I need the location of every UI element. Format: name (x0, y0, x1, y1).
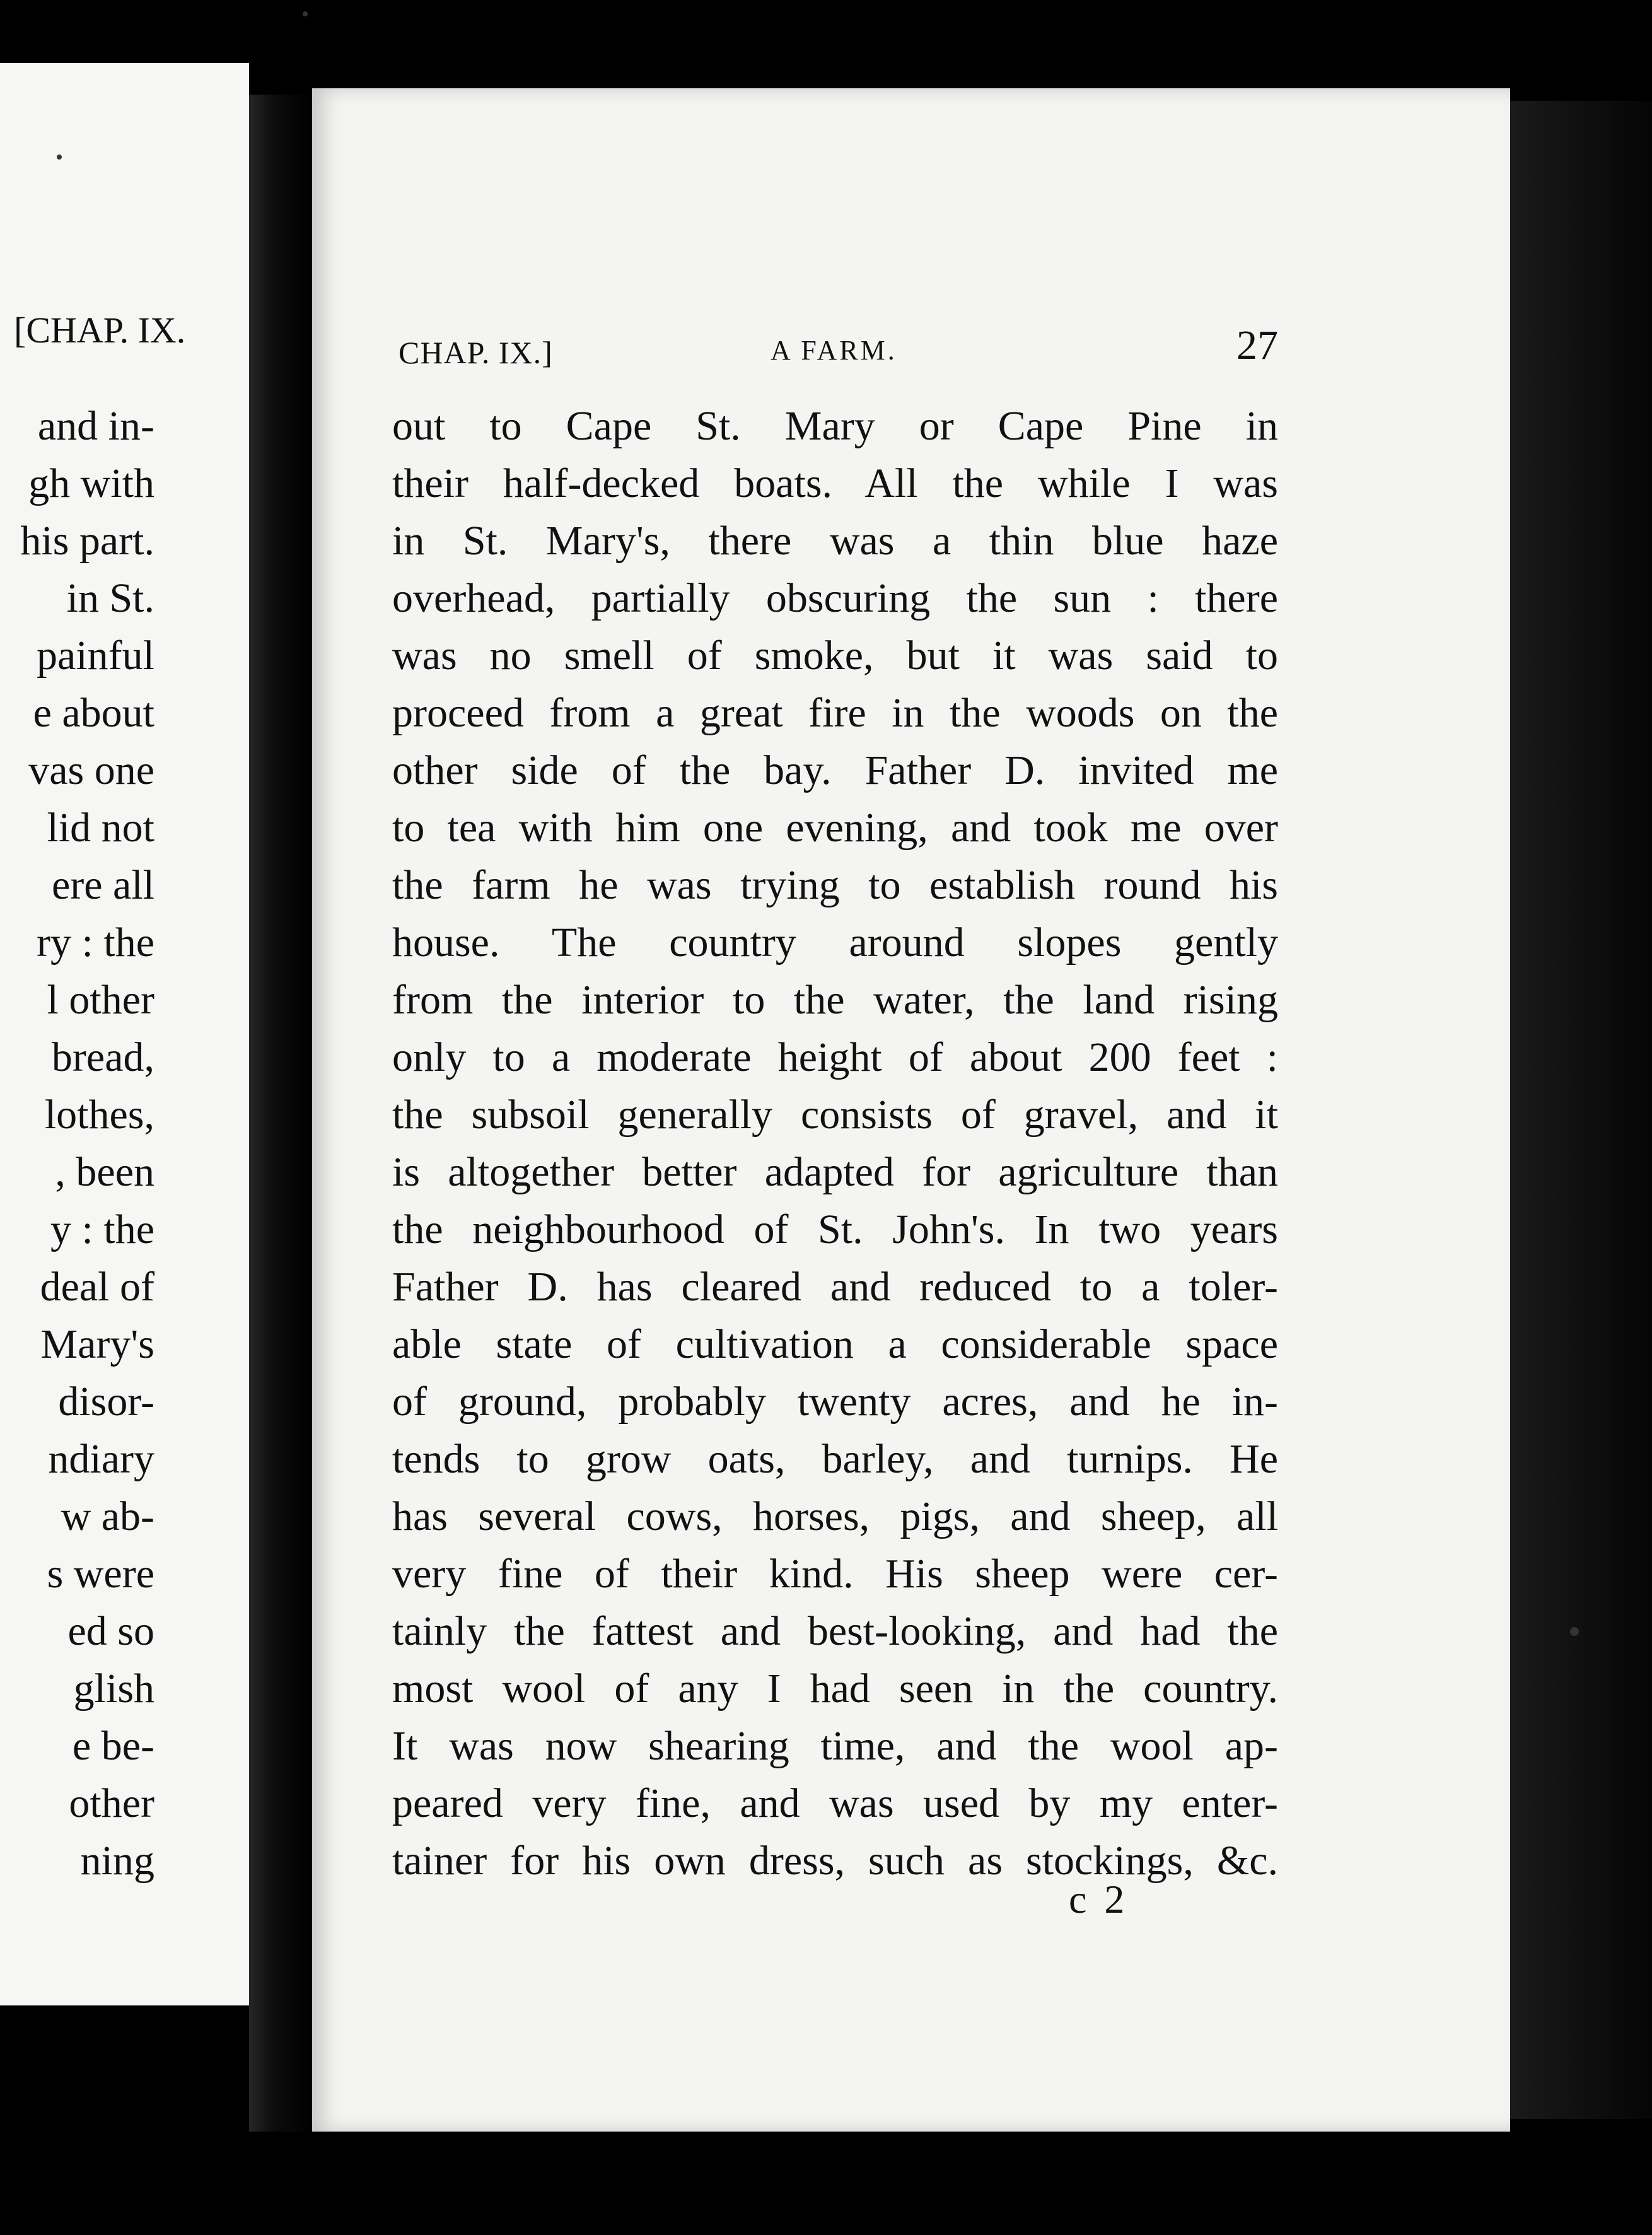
scan-speck (1570, 1627, 1579, 1636)
text-line: out to Cape St. Mary or Cape Pine in (392, 403, 1278, 449)
left-text-line: lothes, (44, 1092, 154, 1138)
text-line: their half-decked boats. All the while I was (392, 460, 1278, 506)
left-text-line: painful (37, 633, 154, 679)
left-text-line: ere all (51, 862, 154, 908)
left-text-line: w ab- (61, 1493, 154, 1539)
left-text-line: Mary's (40, 1321, 154, 1367)
text-line: the neighbourhood of St. John's. In two years (392, 1206, 1278, 1252)
text-line: able state of cultivation a considerable space (392, 1321, 1278, 1367)
text-line: has several cows, horses, pigs, and sheep, all (392, 1493, 1278, 1539)
text-line: only to a moderate height of about 200 feet : (392, 1034, 1278, 1080)
page-number: 27 (1236, 322, 1278, 368)
text-line: to tea with him one evening, and took me over (392, 805, 1278, 851)
book-gutter (249, 95, 312, 2132)
left-text-line: ning (80, 1838, 154, 1884)
text-line: very fine of their kind. His sheep were cer- (392, 1551, 1278, 1597)
text-line: tends to grow oats, barley, and turnips. He (392, 1436, 1278, 1482)
left-text-line: , been (55, 1149, 154, 1195)
text-line: other side of the bay. Father D. invited me (392, 747, 1278, 793)
text-line: It was now shearing time, and the wool ap- (392, 1723, 1278, 1769)
left-text-line: glish (73, 1666, 154, 1712)
scan-speck (57, 155, 62, 160)
running-head (398, 322, 1278, 385)
left-text-line: other (69, 1780, 154, 1826)
left-text-line: y : the (50, 1206, 154, 1252)
text-line: Father D. has cleared and reduced to a toler- (392, 1264, 1278, 1310)
signature-mark: c 2 (1069, 1877, 1129, 1922)
left-text-line: e about (33, 690, 154, 736)
text-line: of ground, probably twenty acres, and he in- (392, 1379, 1278, 1425)
left-page (0, 63, 249, 2005)
text-line: was no smell of smoke, but it was said to (392, 633, 1278, 679)
left-text-line: deal of (40, 1264, 154, 1310)
left-text-line: his part. (20, 518, 154, 564)
left-text-line: disor- (58, 1379, 154, 1425)
text-line: the farm he was trying to establish round his (392, 862, 1278, 908)
body-text (392, 397, 1278, 1889)
running-head-title: A FARM. (771, 335, 897, 366)
text-line: the subsoil generally consists of gravel, and it (392, 1092, 1278, 1138)
right-page-edge (1510, 101, 1652, 2119)
left-text-line: lid not (47, 805, 154, 851)
left-text-line: ed so (67, 1608, 154, 1654)
text-line: tainly the fattest and best-looking, and had the (392, 1608, 1278, 1654)
text-line: proceed from a great fire in the woods on the (392, 690, 1278, 736)
left-text-block (0, 397, 154, 1889)
text-line: tainer for his own dress, such as stockings, &c. (392, 1838, 1278, 1884)
left-text-line: vas one (28, 747, 154, 793)
text-line: peared very fine, and was used by my enter- (392, 1780, 1278, 1826)
text-line: in St. Mary's, there was a thin blue haze (392, 518, 1278, 564)
left-text-line: gh with (28, 460, 154, 506)
scan-speck (303, 11, 308, 16)
left-text-line: in St. (66, 575, 154, 621)
text-line: most wool of any I had seen in the country. (392, 1666, 1278, 1712)
text-line: from the interior to the water, the land rising (392, 977, 1278, 1023)
text-line: overhead, partially obscuring the sun : there (392, 575, 1278, 621)
right-page (312, 88, 1510, 2132)
left-running-head: [CHAP. IX. (14, 310, 186, 351)
left-text-line: ndiary (48, 1436, 154, 1482)
running-head-chapter: CHAP. IX.] (398, 335, 553, 370)
left-text-line: bread, (51, 1034, 154, 1080)
left-text-line: l other (47, 977, 154, 1023)
text-line: house. The country around slopes gently (392, 919, 1278, 966)
left-text-line: s were (47, 1551, 154, 1597)
left-text-line: and in- (37, 403, 154, 449)
text-line: is altogether better adapted for agriculture than (392, 1149, 1278, 1195)
left-text-line: ry : the (37, 919, 154, 966)
left-text-line: e be- (72, 1723, 154, 1769)
